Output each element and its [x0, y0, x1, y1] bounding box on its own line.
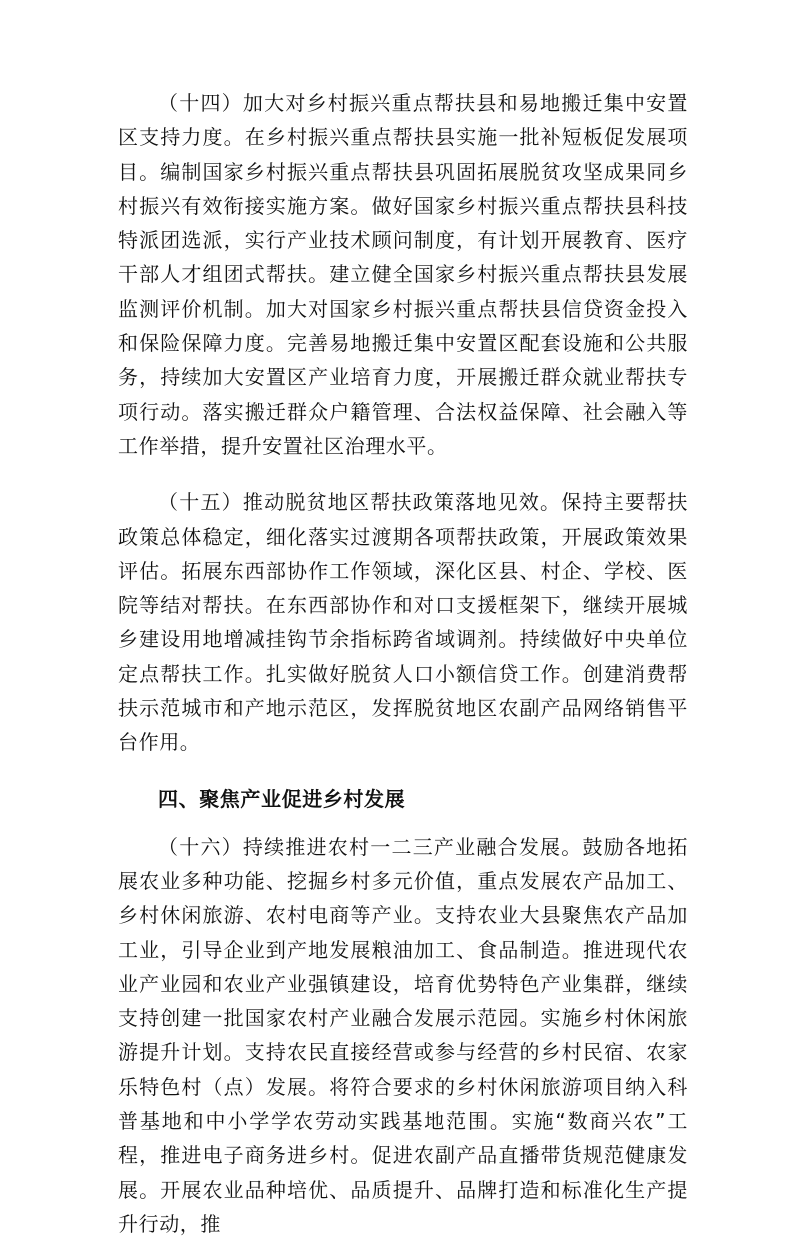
- paragraph-16: （十六）持续推进农村一二三产业融合发展。鼓励各地拓展农业多种功能、挖掘乡村多元价值，重点发展农产品加工、乡村休闲旅游、农村电商等产业。支持农业大县聚焦农产品加工业，引导企业到产地发展粮油加工、食品制造。推进现代农业产业园和农业产业强镇建设，培育优势特色产业集群，继续支持创建一批国家农村产业融合发展示范园。实施乡村休闲旅游提升计划。支持农民直接经营或参与经营的乡村民宿、农家乐特色村（点）发展。将符合要求的乡村休闲旅游项目纳入科普基地和中小学学农劳动实践基地范围。实施“数商兴农”工程，推进电子商务进乡村。促进农副产品直播带货规范健康发展。开展农业品种培优、品质提升、品牌打造和标准化生产提升行动，推: [118, 834, 688, 1236]
- paragraph-14: （十四）加大对乡村振兴重点帮扶县和易地搬迁集中安置区支持力度。在乡村振兴重点帮扶县实施一批补短板促发展项目。编制国家乡村振兴重点帮扶县巩固拓展脱贫攻坚成果同乡村振兴有效衔接实施方案。做好国家乡村振兴重点帮扶县科技特派团选派，实行产业技术顾问制度，有计划开展教育、医疗干部人才组团式帮扶。建立健全国家乡村振兴重点帮扶县发展监测评价机制。加大对国家乡村振兴重点帮扶县信贷资金投入和保险保障力度。完善易地搬迁集中安置区配套设施和公共服务，持续加大安置区产业培育力度，开展搬迁群众就业帮扶专项行动。落实搬迁群众户籍管理、合法权益保障、社会融入等工作举措，提升安置社区治理水平。: [118, 91, 688, 458]
- paragraph-15: （十五）推动脱贫地区帮扶政策落地见效。保持主要帮扶政策总体稳定，细化落实过渡期各项帮扶政策，开展政策效果评估。拓展东西部协作工作领域，深化区县、村企、学校、医院等结对帮扶。在东西部协作和对口支援框架下，继续开展城乡建设用地增减挂钩节余指标跨省域调剂。持续做好中央单位定点帮扶工作。扎实做好脱贫人口小额信贷工作。创建消费帮扶示范城市和产地示范区，发挥脱贫地区农副产品网络销售平台作用。: [118, 490, 688, 755]
- section-heading: 四、聚焦产业促进乡村发展: [158, 786, 406, 811]
